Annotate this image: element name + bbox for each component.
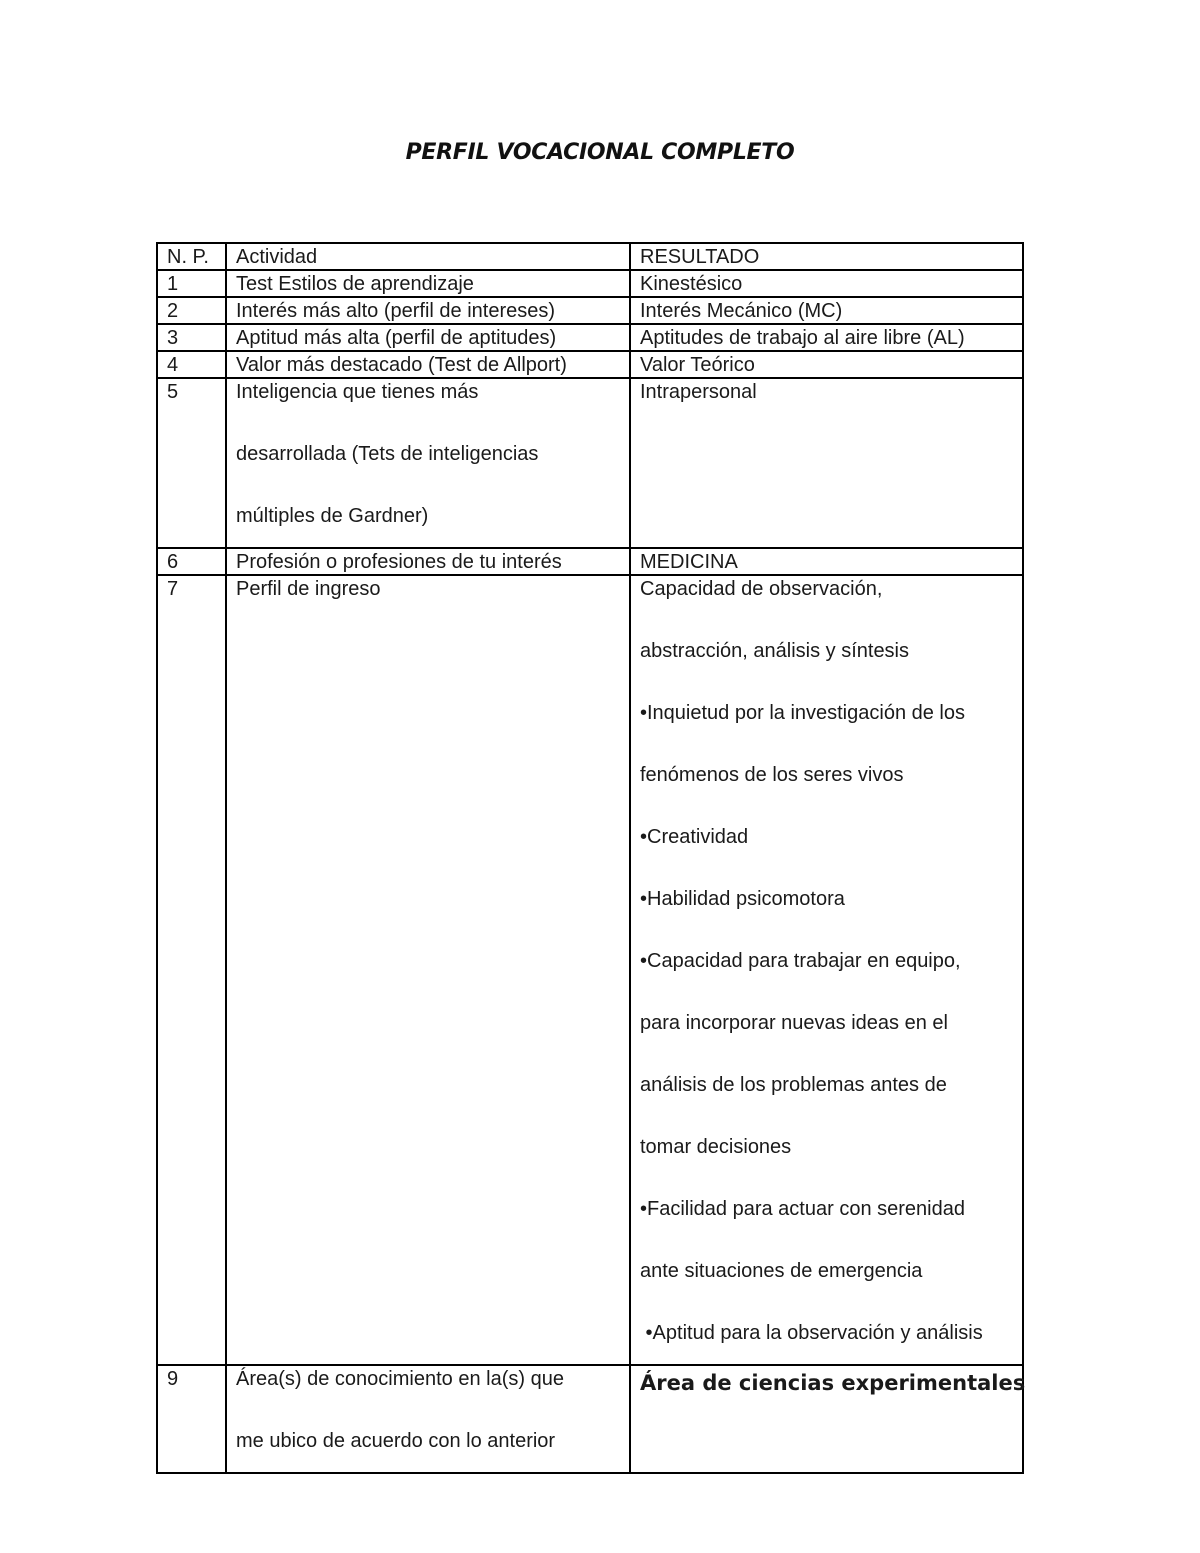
row-activity	[226, 1365, 630, 1473]
table-row	[157, 378, 1023, 548]
table-row	[157, 575, 1023, 1365]
activity-line: Test Estilos de aprendizaje	[236, 273, 474, 295]
row-number: 6	[157, 548, 226, 575]
row-result	[630, 270, 1023, 297]
table-row	[157, 1365, 1023, 1473]
profile-table	[156, 242, 1024, 1474]
activity-line: Perfil de ingreso	[236, 578, 381, 600]
table-row	[157, 270, 1023, 297]
result-line: análisis de los problemas antes de	[640, 1074, 947, 1096]
result-line: •Aptitud para la observación y análisis	[640, 1322, 983, 1344]
row-activity	[226, 378, 630, 548]
result-line: tomar decisiones	[640, 1136, 792, 1158]
row-activity	[226, 270, 630, 297]
activity-line: múltiples de Gardner)	[236, 505, 429, 527]
row-result	[630, 297, 1023, 324]
activity-line: desarrollada (Tets de inteligencias	[236, 443, 539, 465]
table-row	[157, 324, 1023, 351]
row-number: 5	[157, 378, 226, 548]
result-line: •Facilidad para actuar con serenidad	[640, 1198, 965, 1220]
row-number: 4	[157, 351, 226, 378]
row-activity	[226, 548, 630, 575]
knowledge-area-label: Área de ciencias experimentales	[640, 1371, 1026, 1395]
activity-line: Interés más alto (perfil de intereses)	[236, 300, 556, 322]
result-line: Intrapersonal	[640, 381, 757, 403]
result-line: Interés Mecánico (MC)	[640, 300, 843, 322]
activity-line: Profesión o profesiones de tu interés	[236, 551, 562, 573]
result-line: •Inquietud por la investigación de los	[640, 702, 965, 724]
row-activity	[226, 324, 630, 351]
result-line: Aptitudes de trabajo al aire libre (AL)	[640, 327, 965, 349]
result-line: •Creatividad	[640, 826, 749, 848]
row-result	[630, 575, 1023, 1365]
result-line: fenómenos de los seres vivos	[640, 764, 904, 786]
row-result	[630, 378, 1023, 548]
page-title: PERFIL VOCACIONAL COMPLETO	[405, 140, 795, 165]
result-line: •Capacidad para trabajar en equipo,	[640, 950, 961, 972]
row-number: 2	[157, 297, 226, 324]
table-header-row	[157, 243, 1023, 270]
table-row	[157, 297, 1023, 324]
row-result	[630, 351, 1023, 378]
header-result: RESULTADO	[630, 243, 1023, 270]
row-result	[630, 324, 1023, 351]
result-line: Kinestésico	[640, 273, 743, 295]
result-line: ante situaciones de emergencia	[640, 1260, 923, 1282]
activity-line: me ubico de acuerdo con lo anterior	[236, 1430, 556, 1452]
header-activity: Actividad	[226, 243, 630, 270]
activity-line: Aptitud más alta (perfil de aptitudes)	[236, 327, 557, 349]
result-line: Capacidad de observación,	[640, 578, 883, 600]
result-line: •Habilidad psicomotora	[640, 888, 845, 910]
activity-line: Valor más destacado (Test de Allport)	[236, 354, 567, 376]
row-activity	[226, 575, 630, 1365]
header-np: N. P.	[157, 243, 226, 270]
result-line: Valor Teórico	[640, 354, 755, 376]
row-activity	[226, 297, 630, 324]
row-number: 1	[157, 270, 226, 297]
activity-line: Inteligencia que tienes más	[236, 381, 479, 403]
result-line: MEDICINA	[640, 551, 738, 573]
row-result	[630, 1365, 1026, 1473]
row-number: 7	[157, 575, 226, 1365]
result-line: para incorporar nuevas ideas en el	[640, 1012, 948, 1034]
row-number: 9	[157, 1365, 226, 1473]
activity-line: Área(s) de conocimiento en la(s) que	[236, 1368, 564, 1390]
result-line: abstracción, análisis y síntesis	[640, 640, 910, 662]
row-number: 3	[157, 324, 226, 351]
